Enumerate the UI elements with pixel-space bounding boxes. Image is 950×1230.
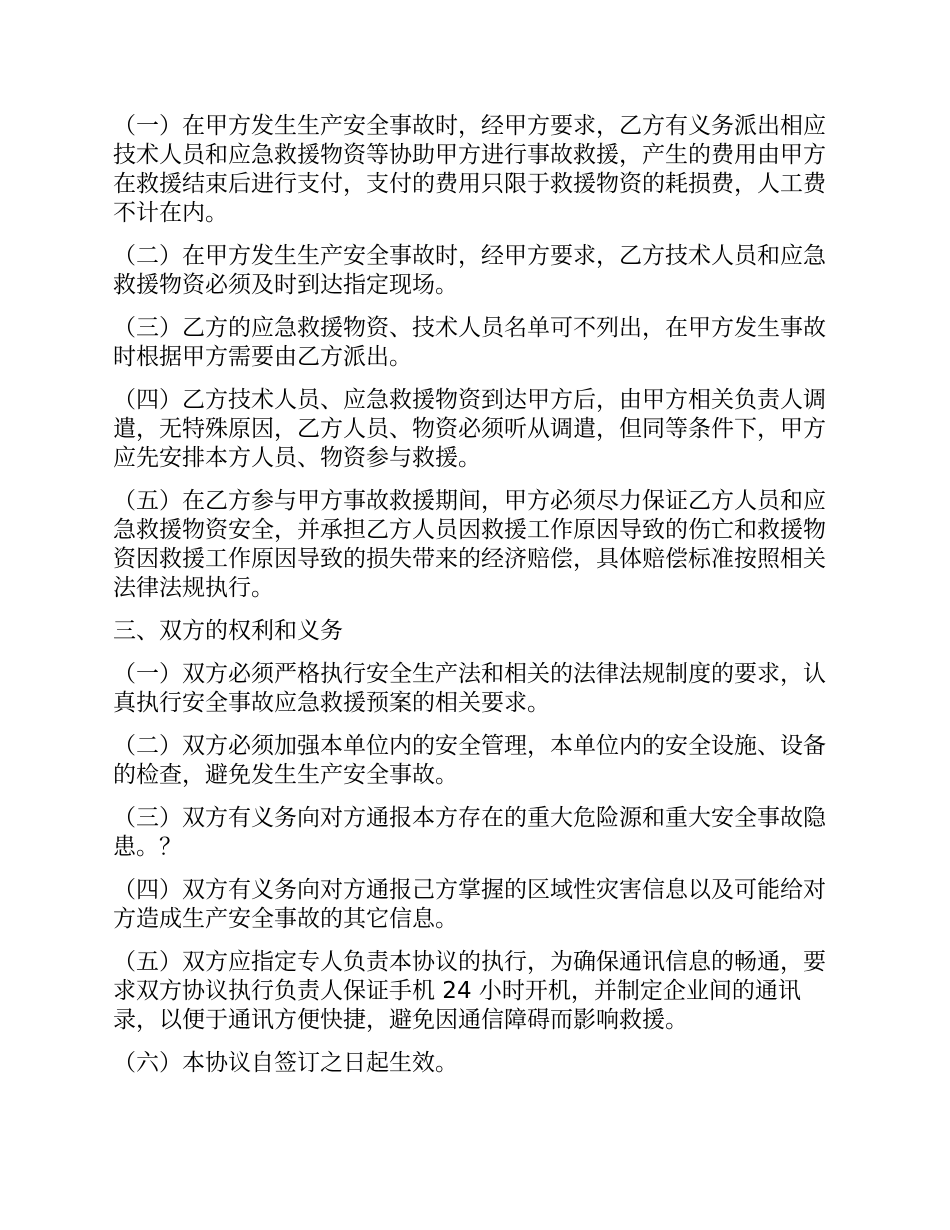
paragraph-clause-2-3: （三）乙方的应急救援物资、技术人员名单可不列出，在甲方发生事故时根据甲方需要由乙方派出。	[113, 315, 826, 370]
paragraph-clause-2-4: （四）乙方技术人员、应急救援物资到达甲方后，由甲方相关负责人调遣，无特殊原因，乙方人员、物资必须听从调遣，但同等条件下，甲方应先安排本方人员、物资参与救援。	[113, 387, 826, 471]
paragraph-clause-3-6: （六）本协议自签订之日起生效。	[113, 1050, 458, 1076]
paragraph-clause-2-2: （二）在甲方发生生产安全事故时，经甲方要求，乙方技术人员和应急救援物资必须及时到达指定现场。	[113, 243, 826, 298]
paragraph-clause-3-1: （一）双方必须严格执行安全生产法和相关的法律法规制度的要求，认真执行安全事故应急救援预案的相关要求。	[113, 661, 826, 716]
section-heading: 三、双方的权利和义务	[113, 618, 343, 644]
paragraph-clause-2-5: （五）在乙方参与甲方事故救援期间，甲方必须尽力保证乙方人员和应急救援物资安全，并承担乙方人员因救援工作原因导致的伤亡和救援物资因救援工作原因导致的损失带来的经济赔偿，具体赔偿标准按照相关法律法规执行。	[113, 488, 826, 601]
paragraph-clause-3-3: （三）双方有义务向对方通报本方存在的重大危险源和重大安全事故隐患。？	[113, 805, 826, 860]
document-body	[113, 112, 845, 1092]
paragraph-clause-2-1: （一）在甲方发生生产安全事故时，经甲方要求，乙方有义务派出相应技术人员和应急救援物资等协助甲方进行事故救援，产生的费用由甲方在救援结束后进行支付，支付的费用只限于救援物资的耗损费，人工费不计在内。	[113, 113, 826, 226]
paragraph-clause-3-4: （四）双方有义务向对方通报己方掌握的区域性灾害信息以及可能给对方造成生产安全事故的其它信息。	[113, 877, 826, 932]
paragraph-clause-3-5: （五）双方应指定专人负责本协议的执行，为确保通讯信息的畅通，要求双方协议执行负责人保证手机 24 小时开机，并制定企业间的通讯录，以便于通讯方便快捷，避免因通信障碍而影响救援。	[113, 949, 826, 1033]
paragraph-clause-3-2: （二）双方必须加强本单位内的安全管理，本单位内的安全设施、设备的检查，避免发生生产安全事故。	[113, 733, 826, 788]
